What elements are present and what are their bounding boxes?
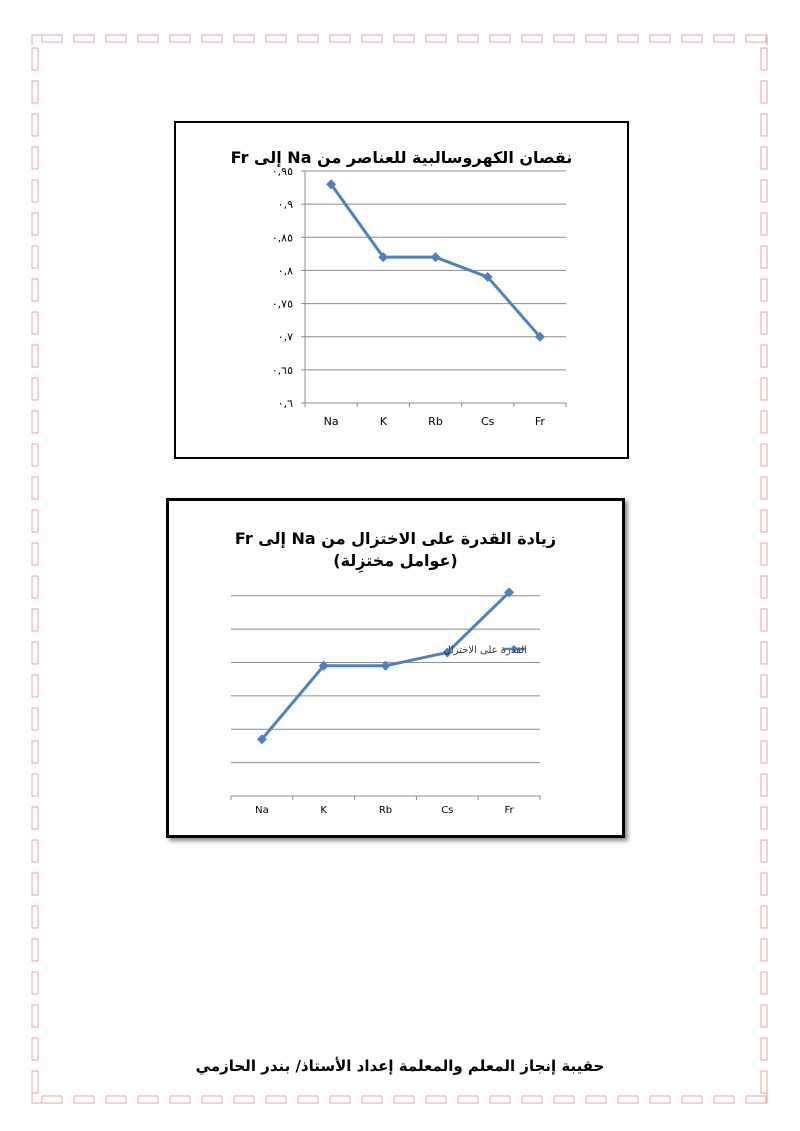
border-corner <box>32 1093 42 1103</box>
border-dash <box>32 576 38 598</box>
border-dash <box>32 246 38 268</box>
border-dash <box>32 642 38 664</box>
border-dash <box>106 1096 126 1103</box>
border-dash <box>761 741 767 763</box>
border-dash <box>32 279 38 301</box>
border-dash <box>32 873 38 895</box>
border-dash <box>761 246 767 268</box>
border-dash <box>714 35 734 42</box>
y-tick-label: ٠,٧٥ <box>271 297 293 311</box>
border-dash <box>106 35 126 42</box>
x-tick-label: Cs <box>441 805 454 816</box>
border-dash <box>32 609 38 631</box>
border-dash <box>32 180 38 202</box>
border-dash <box>761 642 767 664</box>
border-dash <box>761 939 767 961</box>
x-tick-label: Rb <box>378 805 393 816</box>
border-dash <box>32 147 38 169</box>
border-dash <box>138 1096 158 1103</box>
x-tick-label: Na <box>323 415 339 428</box>
border-dash <box>554 1096 574 1103</box>
border-dash <box>650 1096 670 1103</box>
chart-plot-area <box>176 123 627 457</box>
border-dash <box>761 411 767 433</box>
border-dash <box>138 35 158 42</box>
border-dash <box>32 444 38 466</box>
border-dash <box>458 35 478 42</box>
y-tick-label: ٠,٦ <box>277 397 293 410</box>
border-dash <box>234 1096 254 1103</box>
border-dash <box>32 840 38 862</box>
border-dash <box>362 1096 382 1103</box>
x-tick-label: Fr <box>534 415 545 428</box>
x-tick-label: Fr <box>504 805 514 816</box>
border-dash <box>682 35 702 42</box>
border-dash <box>42 35 62 42</box>
border-dash <box>761 444 767 466</box>
x-tick-label: Cs <box>480 415 495 428</box>
border-dash <box>761 180 767 202</box>
border-dash <box>761 147 767 169</box>
border-dash <box>426 1096 446 1103</box>
border-dash <box>202 35 222 42</box>
border-dash <box>761 906 767 928</box>
border-dash <box>394 35 414 42</box>
border-dash <box>32 81 38 103</box>
border-dash <box>761 345 767 367</box>
border-dash <box>761 213 767 235</box>
y-tick-label: ٠,٩٥ <box>271 165 293 178</box>
border-dash <box>761 675 767 697</box>
border-dash <box>761 48 767 70</box>
border-dash <box>746 1096 766 1103</box>
border-dash <box>522 1096 542 1103</box>
page-footer: حقيبة إنجاز المعلم والمعلمة إعداد الأستاذ/ بندر الحازمي <box>195 1057 605 1075</box>
border-dash <box>234 35 254 42</box>
chart-title-line1: زيادة القدرة على الاختزال من Na إلى Fr <box>234 529 557 548</box>
border-dash <box>32 807 38 829</box>
y-tick-label: ٠,٨٥ <box>271 231 293 245</box>
border-dash <box>32 543 38 565</box>
border-dash <box>362 35 382 42</box>
border-dash <box>714 1096 734 1103</box>
border-dash <box>761 312 767 334</box>
data-point <box>431 252 441 262</box>
border-dash <box>761 114 767 136</box>
y-tick-label: ٠,٩ <box>277 198 293 212</box>
border-dash <box>522 35 542 42</box>
reducing-power-chart <box>166 498 625 838</box>
border-dash <box>170 35 190 42</box>
border-dash <box>682 1096 702 1103</box>
border-dash <box>618 1096 638 1103</box>
border-dash <box>32 510 38 532</box>
border-dash <box>330 35 350 42</box>
chart-plot-area <box>169 501 622 835</box>
border-dash <box>761 1005 767 1027</box>
border-dash <box>32 114 38 136</box>
border-dash <box>761 972 767 994</box>
x-tick-label: K <box>320 805 327 816</box>
border-dash <box>761 477 767 499</box>
border-dash <box>618 35 638 42</box>
border-dash <box>761 807 767 829</box>
border-dash <box>32 345 38 367</box>
border-dash <box>746 35 766 42</box>
border-dash <box>32 48 38 70</box>
border-dash <box>298 35 318 42</box>
border-dash <box>32 411 38 433</box>
chart-title-line2: (عوامل مختزِلة) <box>333 551 458 570</box>
border-dash <box>761 576 767 598</box>
border-dash <box>761 774 767 796</box>
border-dash <box>32 906 38 928</box>
border-dash <box>32 708 38 730</box>
border-dash <box>32 213 38 235</box>
y-tick-label: ٠,٦٥ <box>271 363 293 377</box>
border-dash <box>298 1096 318 1103</box>
x-tick-label: Na <box>255 805 269 816</box>
border-dash <box>32 741 38 763</box>
border-dash <box>32 477 38 499</box>
border-dash <box>32 1005 38 1027</box>
border-dash <box>426 35 446 42</box>
border-dash <box>761 840 767 862</box>
border-dash <box>394 1096 414 1103</box>
x-tick-label: Rb <box>428 415 443 428</box>
border-dash <box>330 1096 350 1103</box>
border-dash <box>202 1096 222 1103</box>
border-dash <box>586 35 606 42</box>
border-dash <box>74 35 94 42</box>
border-corner <box>32 35 42 45</box>
border-dash <box>761 708 767 730</box>
electronegativity-chart <box>174 121 629 459</box>
border-dash <box>490 1096 510 1103</box>
border-dash <box>32 774 38 796</box>
x-tick-label: K <box>379 415 387 428</box>
chart-title: نقصان الكهروسالبية للعناصر من Na إلى Fr <box>230 148 573 167</box>
border-dash <box>32 939 38 961</box>
border-dash <box>74 1096 94 1103</box>
y-tick-label: ٠,٨ <box>277 264 293 278</box>
border-dash <box>761 81 767 103</box>
border-dash <box>650 35 670 42</box>
legend-label: القدرة على الاختزال <box>443 645 527 656</box>
border-dash <box>761 609 767 631</box>
border-dash <box>458 1096 478 1103</box>
border-dash <box>586 1096 606 1103</box>
border-dash <box>490 35 510 42</box>
border-dash <box>266 1096 286 1103</box>
border-dash <box>761 543 767 565</box>
y-tick-label: ٠,٧ <box>277 330 293 344</box>
border-dash <box>554 35 574 42</box>
border-dash <box>761 873 767 895</box>
border-dash <box>761 279 767 301</box>
border-dash <box>266 35 286 42</box>
border-dash <box>761 378 767 400</box>
border-dash <box>42 1096 62 1103</box>
border-dash <box>32 312 38 334</box>
border-dash <box>32 675 38 697</box>
border-dash <box>170 1096 190 1103</box>
border-dash <box>32 972 38 994</box>
border-dash <box>32 378 38 400</box>
border-dash <box>761 510 767 532</box>
